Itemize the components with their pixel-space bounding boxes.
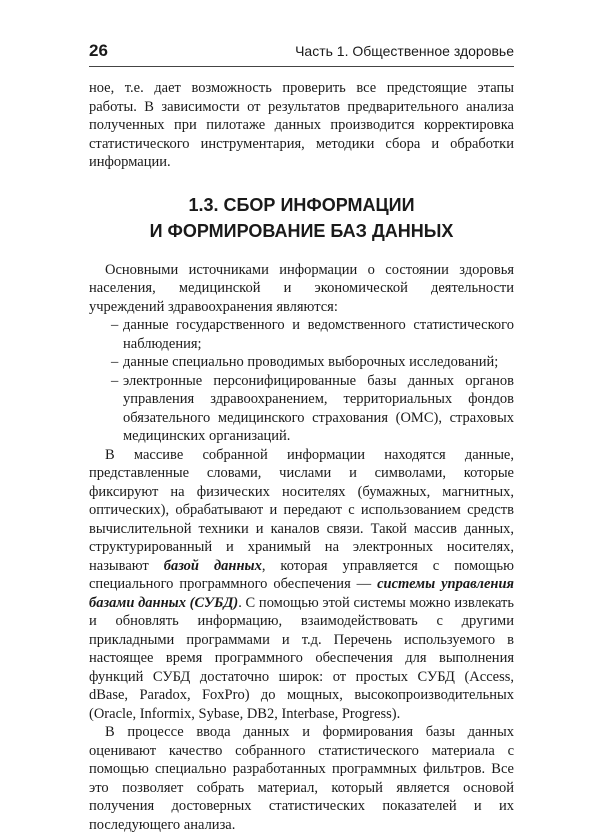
list-item: – данные специально проводимых выборочных исследований; bbox=[89, 353, 514, 372]
section-heading bbox=[89, 192, 514, 244]
database-paragraph-text-1: В массиве собранной информации находятся данные, представленные словами, числами и символами, которые фиксируют на физических носителях (бумажных, магнитных, оптических), обрабатывают и передают с использованием средств вычислительной техники и каналов связи. Такой массив данных, структурированный и хранимый на электронных носителях, называют bbox=[89, 446, 514, 574]
section-heading-line-1: 1.3. СБОР ИНФОРМАЦИИ bbox=[188, 194, 415, 215]
intro-paragraph: ное, т.е. дает возможность проверить все предстоящие этапы работы. В зависимости от результатов предварительного анализа полученных при пилотаже данных производится корректировка статистического инструментария, методики сбора и обработки информации. bbox=[89, 80, 514, 170]
database-paragraph-text-2: , которая управляется с помощью специального программного обеспечения — bbox=[89, 557, 514, 592]
page-content bbox=[89, 79, 514, 834]
database-paragraph bbox=[89, 446, 514, 724]
page-number: 26 bbox=[89, 41, 108, 60]
database-paragraph-text-3: . С помощью этой системы можно извлекать и обновлять информацию, взаимодействовать с другими прикладными программами и т.д. Перечень используемого в настоящее время программного обеспечения для выполнения функций СУБД достаточно широк: от простых СУБД (Access, dBase, Paradox, FoxPro) до мощных, высокопроизводительных (Oracle, Informix, Sybase, DB2, Interbase, Progress). bbox=[89, 594, 515, 722]
section-heading-line-2: И ФОРМИРОВАНИЕ БАЗ ДАННЫХ bbox=[149, 220, 454, 241]
list-item: – данные государственного и ведомственного статистического наблюдения; bbox=[89, 316, 514, 353]
sources-intro-paragraph: Основными источниками информации о состоянии здоровья населения, медицинской и экономической деятельности учреждений здравоохранения являются: bbox=[89, 261, 514, 315]
term-dbms: системы управления базами данных (СУБД) bbox=[89, 576, 515, 611]
term-database: базой данных bbox=[163, 557, 262, 574]
list-item: – электронные персонифицированные базы данных органов управления здравоохранением, территориальных фондов обязательного медицинского страхования (ОМС), страховых медицинских организаций. bbox=[89, 372, 514, 446]
final-paragraph: В процессе ввода данных и формирования базы данных оценивают качество собранного статистического материала с помощью специально разработанных программных фильтров. Все это позволяет собрать материал, который является основой получения достоверных статистических показателей и их последующего анализа. bbox=[89, 724, 514, 833]
running-title: Часть 1. Общественное здоровье bbox=[295, 43, 514, 59]
sources-list bbox=[89, 316, 514, 446]
page-header bbox=[89, 34, 514, 67]
